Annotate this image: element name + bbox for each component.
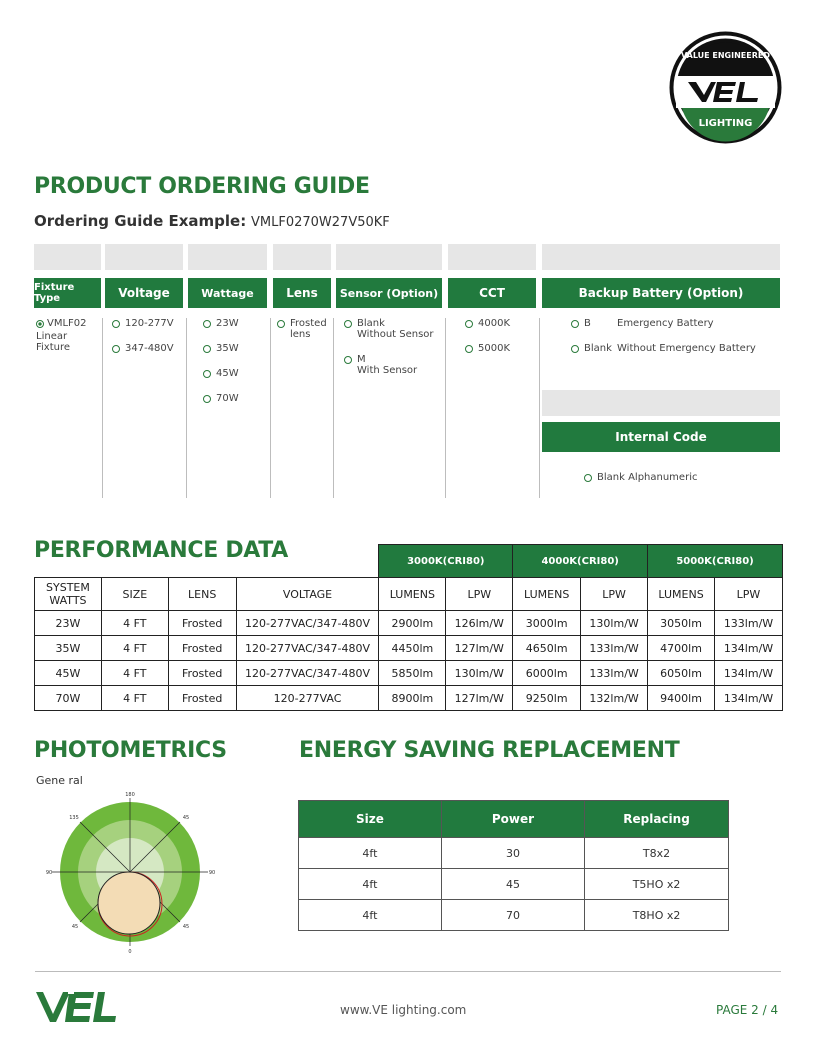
table-cell: 133lm/W bbox=[581, 636, 648, 661]
wattage-options bbox=[203, 318, 239, 418]
table-cell: 5850lm bbox=[379, 661, 446, 686]
table-cell: T8x2 bbox=[585, 838, 729, 869]
angle-label: 0 bbox=[128, 949, 132, 955]
radio-icon[interactable] bbox=[203, 395, 211, 403]
voltage-options bbox=[112, 318, 174, 368]
code-slot-voltage bbox=[105, 244, 183, 270]
energy-table bbox=[298, 800, 729, 931]
table-cell: 130lm/W bbox=[446, 661, 513, 686]
ordering-title: PRODUCT ORDERING GUIDE bbox=[34, 174, 370, 199]
table-cell: 132lm/W bbox=[581, 686, 648, 711]
column-header: LUMENS bbox=[379, 578, 446, 611]
group-header: 3000K(CRI80) bbox=[379, 545, 513, 578]
header-fixture-type: Fixture Type bbox=[34, 278, 101, 308]
table-row bbox=[35, 636, 783, 661]
cct-options bbox=[465, 318, 510, 368]
photometrics-label: Gene ral bbox=[36, 774, 83, 787]
table-cell: T5HO x2 bbox=[585, 869, 729, 900]
column-header: LPW bbox=[581, 578, 648, 611]
sensor-code: Blank bbox=[357, 318, 385, 329]
internal-code-option: Blank Alphanumeric bbox=[597, 472, 698, 483]
performance-table bbox=[34, 544, 783, 711]
radio-icon[interactable] bbox=[344, 320, 352, 328]
radio-icon[interactable] bbox=[571, 320, 579, 328]
table-cell: 9400lm bbox=[648, 686, 715, 711]
sensor-options bbox=[344, 318, 434, 390]
table-cell: 4 FT bbox=[101, 636, 168, 661]
voltage-option: 120-277V bbox=[125, 318, 174, 329]
ordering-example bbox=[34, 212, 390, 230]
table-cell: 120-277VAC/347-480V bbox=[236, 636, 379, 661]
logo-bottom-text: LIGHTING bbox=[698, 118, 753, 129]
angle-label: 180 bbox=[125, 792, 135, 798]
footer-url[interactable]: www.VE lighting.com bbox=[340, 1003, 467, 1017]
energy-title: ENERGY SAVING REPLACEMENT bbox=[299, 738, 680, 763]
table-cell: 35W bbox=[35, 636, 102, 661]
radio-icon[interactable] bbox=[203, 370, 211, 378]
header-cct: CCT bbox=[448, 278, 536, 308]
table-cell: 3050lm bbox=[648, 611, 715, 636]
table-cell: 70 bbox=[441, 900, 584, 931]
column-divider bbox=[186, 318, 187, 498]
angle-label: 45 bbox=[71, 924, 79, 930]
table-cell: 4ft bbox=[299, 869, 442, 900]
table-cell: 70W bbox=[35, 686, 102, 711]
table-cell: 4ft bbox=[299, 900, 442, 931]
lens-option: Frosted bbox=[290, 318, 327, 329]
table-cell: 2900lm bbox=[379, 611, 446, 636]
table-cell: T8HO x2 bbox=[585, 900, 729, 931]
table-cell: 4700lm bbox=[648, 636, 715, 661]
table-row bbox=[35, 686, 783, 711]
table-cell: 30 bbox=[441, 838, 584, 869]
radio-icon[interactable] bbox=[344, 356, 352, 364]
table-cell: 45W bbox=[35, 661, 102, 686]
table-cell: 127lm/W bbox=[446, 636, 513, 661]
photometrics-title: PHOTOMETRICS bbox=[34, 738, 227, 763]
example-label: Ordering Guide Example: bbox=[34, 212, 247, 230]
column-header-row bbox=[35, 578, 783, 611]
footer-logo bbox=[36, 990, 116, 1030]
radio-icon[interactable] bbox=[203, 345, 211, 353]
table-cell: 120-277VAC/347-480V bbox=[236, 611, 379, 636]
code-slot-battery bbox=[542, 244, 780, 270]
table-cell: 4ft bbox=[299, 838, 442, 869]
table-cell: 120-277VAC bbox=[236, 686, 379, 711]
header-backup-battery: Backup Battery (Option) bbox=[542, 278, 780, 308]
lens-option-desc: lens bbox=[290, 329, 311, 340]
column-header: SIZE bbox=[101, 578, 168, 611]
wattage-option: 70W bbox=[216, 393, 239, 404]
header-sensor: Sensor (Option) bbox=[336, 278, 442, 308]
battery-desc: Without Emergency Battery bbox=[617, 343, 756, 354]
column-header: LUMENS bbox=[648, 578, 715, 611]
table-cell: 134lm/W bbox=[715, 636, 783, 661]
radio-icon[interactable] bbox=[584, 474, 592, 482]
table-cell: 23W bbox=[35, 611, 102, 636]
radio-icon[interactable] bbox=[571, 345, 579, 353]
table-cell: 133lm/W bbox=[581, 661, 648, 686]
battery-code: B bbox=[584, 318, 591, 329]
code-slot-fixture bbox=[34, 244, 101, 270]
cct-option: 4000K bbox=[478, 318, 511, 329]
table-row bbox=[299, 900, 729, 931]
sensor-code: M bbox=[357, 354, 366, 365]
table-row bbox=[35, 661, 783, 686]
lens-options bbox=[277, 318, 327, 354]
group-header: 4000K(CRI80) bbox=[513, 545, 648, 578]
table-cell: 120-277VAC/347-480V bbox=[236, 661, 379, 686]
code-slot-internal bbox=[542, 390, 780, 416]
header-lens: Lens bbox=[273, 278, 331, 308]
radio-icon[interactable] bbox=[465, 345, 473, 353]
brand-logo bbox=[668, 30, 783, 145]
table-cell: Frosted bbox=[168, 611, 236, 636]
column-header: LPW bbox=[446, 578, 513, 611]
table-cell: 4 FT bbox=[101, 611, 168, 636]
table-cell: Frosted bbox=[168, 661, 236, 686]
angle-label: 90 bbox=[208, 870, 216, 876]
column-header: SYSTEM WATTS bbox=[35, 578, 102, 611]
performance-title: PERFORMANCE DATA bbox=[34, 538, 289, 563]
table-row bbox=[299, 838, 729, 869]
table-row bbox=[299, 869, 729, 900]
fixture-desc: Linear Fixture bbox=[36, 331, 71, 353]
cct-option: 5000K bbox=[478, 343, 511, 354]
sensor-desc: Without Sensor bbox=[357, 329, 434, 340]
angle-label: 135 bbox=[69, 815, 79, 821]
column-header: Power bbox=[441, 801, 584, 838]
column-divider bbox=[445, 318, 446, 498]
table-cell: 45 bbox=[441, 869, 584, 900]
wattage-option: 45W bbox=[216, 368, 239, 379]
polar-diagram bbox=[40, 790, 220, 956]
code-slot-cct bbox=[448, 244, 536, 270]
logo-top-text: VALUE ENGINEERED bbox=[681, 51, 770, 60]
code-slot-wattage bbox=[188, 244, 267, 270]
battery-desc: Emergency Battery bbox=[617, 318, 714, 329]
fixture-code: VMLF02 bbox=[47, 318, 87, 329]
battery-options bbox=[571, 318, 776, 368]
angle-label: 45 bbox=[182, 815, 190, 821]
radio-selected-icon[interactable] bbox=[36, 320, 44, 328]
radio-icon[interactable] bbox=[112, 320, 120, 328]
table-cell: Frosted bbox=[168, 636, 236, 661]
table-cell: 3000lm bbox=[513, 611, 581, 636]
wattage-option: 23W bbox=[216, 318, 239, 329]
column-header: Replacing bbox=[585, 801, 729, 838]
wattage-option: 35W bbox=[216, 343, 239, 354]
table-cell: Frosted bbox=[168, 686, 236, 711]
example-value: VMLF0270W27V50KF bbox=[251, 215, 390, 230]
footer-divider bbox=[35, 971, 781, 972]
table-cell: 4450lm bbox=[379, 636, 446, 661]
code-slot-lens bbox=[273, 244, 331, 270]
table-cell: 4 FT bbox=[101, 661, 168, 686]
voltage-option: 347-480V bbox=[125, 343, 174, 354]
header-internal-code: Internal Code bbox=[542, 422, 780, 452]
column-header: LPW bbox=[715, 578, 783, 611]
angle-label: 45 bbox=[182, 924, 190, 930]
table-cell: 126lm/W bbox=[446, 611, 513, 636]
group-header: 5000K(CRI80) bbox=[648, 545, 783, 578]
radio-icon[interactable] bbox=[112, 345, 120, 353]
internal-code-options bbox=[584, 472, 697, 497]
table-cell: 6050lm bbox=[648, 661, 715, 686]
page-number: PAGE 2 / 4 bbox=[716, 1003, 779, 1017]
header-wattage: Wattage bbox=[188, 278, 267, 308]
column-header: LENS bbox=[168, 578, 236, 611]
column-divider bbox=[270, 318, 271, 498]
column-divider bbox=[333, 318, 334, 498]
table-row bbox=[35, 611, 783, 636]
column-header: LUMENS bbox=[513, 578, 581, 611]
radio-icon[interactable] bbox=[465, 320, 473, 328]
fixture-options bbox=[36, 318, 102, 353]
column-divider bbox=[539, 318, 540, 498]
column-header: VOLTAGE bbox=[236, 578, 379, 611]
header-voltage: Voltage bbox=[105, 278, 183, 308]
table-cell: 6000lm bbox=[513, 661, 581, 686]
table-cell: 9250lm bbox=[513, 686, 581, 711]
column-header: Size bbox=[299, 801, 442, 838]
table-cell: 130lm/W bbox=[581, 611, 648, 636]
angle-label: 90 bbox=[45, 870, 53, 876]
table-cell: 134lm/W bbox=[715, 686, 783, 711]
radio-icon[interactable] bbox=[203, 320, 211, 328]
battery-code: Blank bbox=[584, 343, 612, 354]
code-slot-sensor bbox=[336, 244, 442, 270]
radio-icon[interactable] bbox=[277, 320, 285, 328]
column-divider bbox=[102, 318, 103, 498]
table-cell: 8900lm bbox=[379, 686, 446, 711]
sensor-desc: With Sensor bbox=[357, 365, 418, 376]
table-cell: 127lm/W bbox=[446, 686, 513, 711]
table-cell: 134lm/W bbox=[715, 661, 783, 686]
table-cell: 4 FT bbox=[101, 686, 168, 711]
table-cell: 133lm/W bbox=[715, 611, 783, 636]
table-cell: 4650lm bbox=[513, 636, 581, 661]
